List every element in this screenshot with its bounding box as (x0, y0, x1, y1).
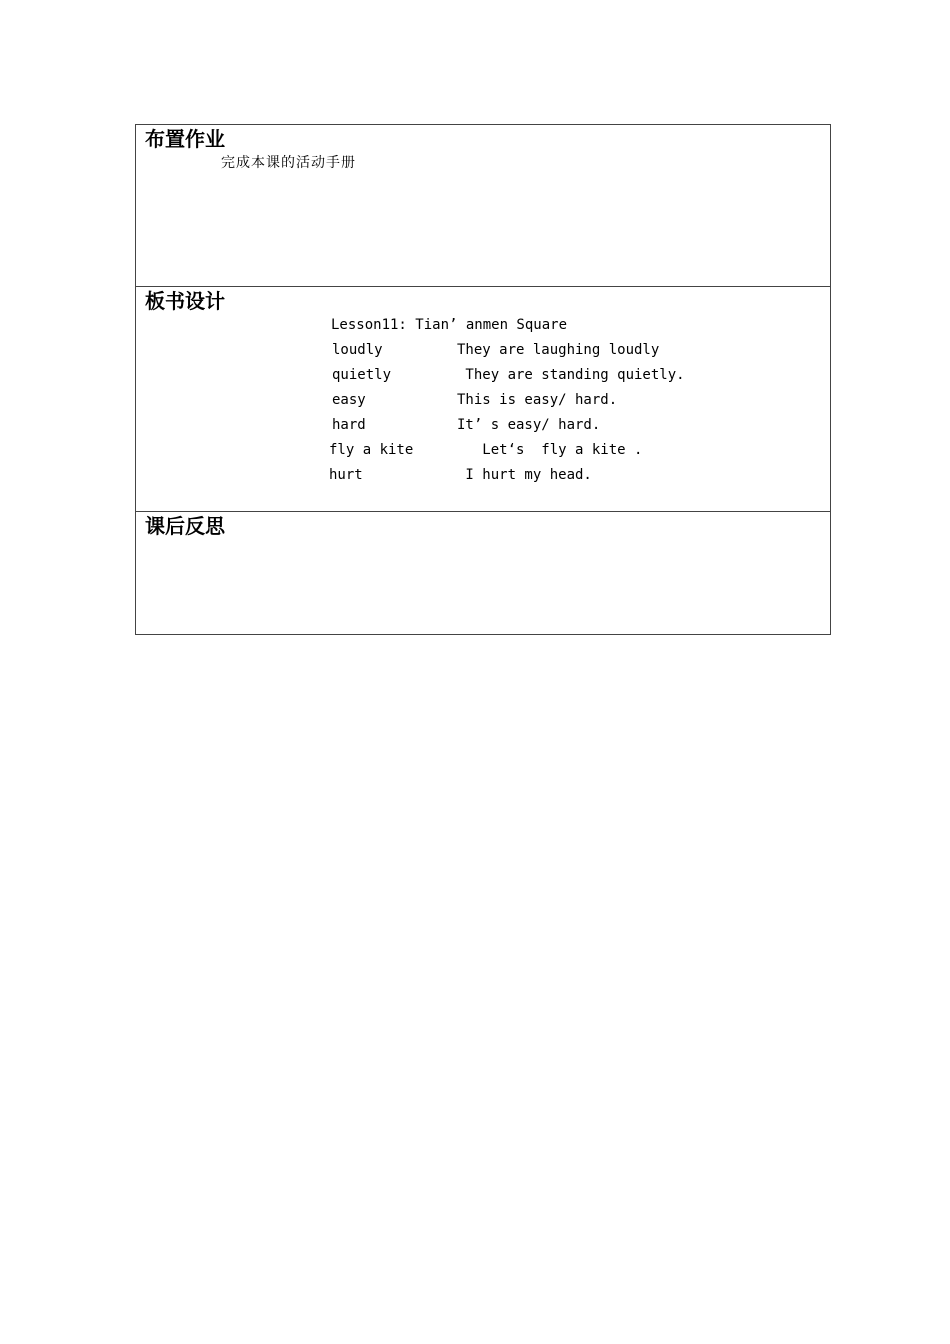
reflection-heading: 课后反思 (145, 514, 225, 538)
homework-section (136, 125, 830, 286)
board-word: loudly (332, 342, 383, 358)
board-word: hurt (329, 467, 363, 483)
board-word: quietly (332, 367, 392, 383)
board-design-heading: 板书设计 (145, 289, 225, 313)
board-word: easy (332, 392, 366, 408)
board-sentence: They are laughing loudly (457, 342, 660, 358)
board-sentence: It’ s easy/ hard. (457, 417, 601, 433)
board-sentence: I hurt my head. (457, 467, 592, 483)
board-sentence: This is easy/ hard. (457, 392, 618, 408)
homework-heading: 布置作业 (145, 127, 225, 151)
board-word: fly a kite (329, 442, 414, 458)
board-word: hard (332, 417, 366, 433)
board-sentence: Let‘s fly a kite . (457, 442, 643, 458)
lesson-plan-table (135, 124, 831, 635)
board-title: Lesson11: Tian’ anmen Square (331, 317, 568, 333)
homework-content: 完成本课的活动手册 (221, 155, 356, 171)
board-design-section (136, 286, 830, 511)
board-sentence: They are standing quietly. (457, 367, 685, 383)
reflection-section (136, 511, 830, 634)
